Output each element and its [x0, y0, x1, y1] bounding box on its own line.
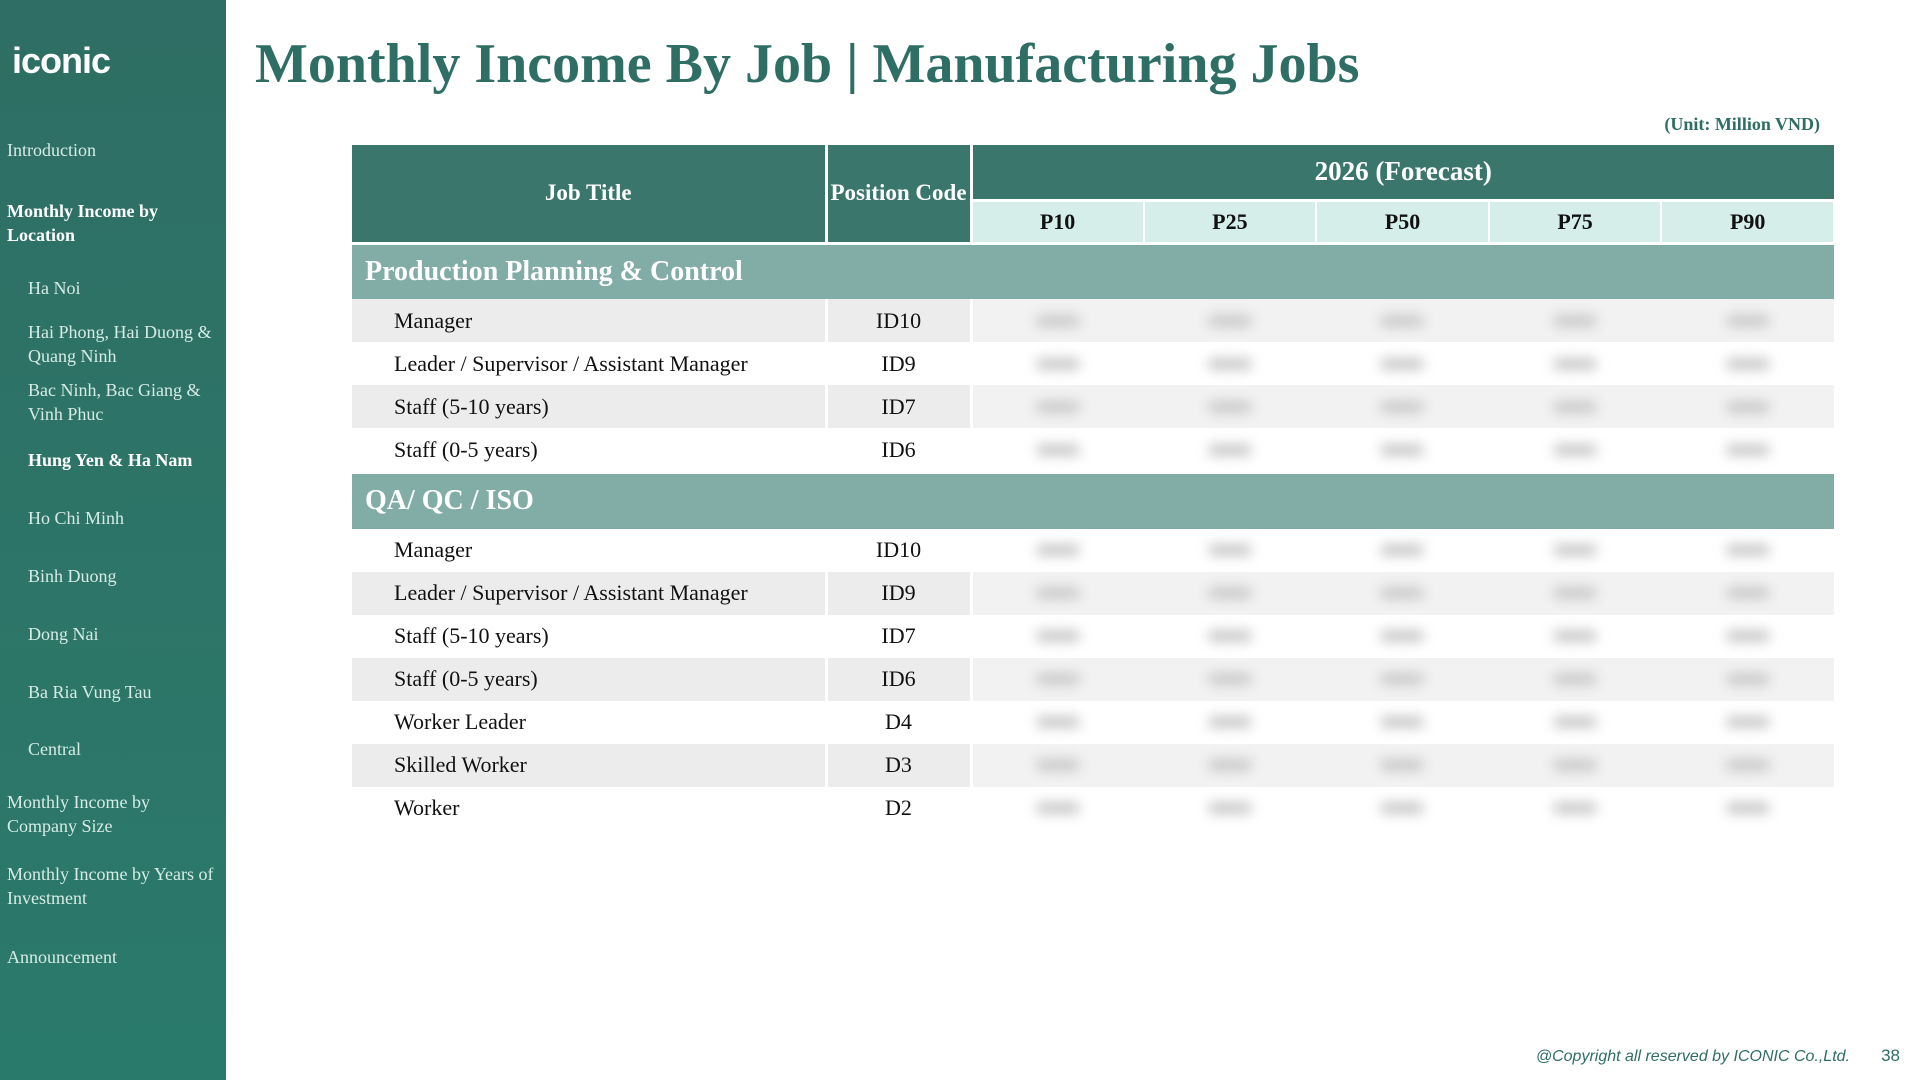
blurred-value-cell [1316, 385, 1489, 428]
redacted-value [973, 342, 1144, 385]
blurred-value-cell [971, 428, 1144, 473]
position-code-cell: ID9 [826, 342, 971, 385]
sidebar-item-ba-ria-vung-tau[interactable]: Ba Ria Vung Tau [28, 682, 152, 702]
blurred-value-cell [1489, 701, 1662, 744]
redacted-value [1316, 572, 1489, 615]
redacted-value [1661, 428, 1834, 471]
table-row [352, 787, 1834, 830]
redacted-value [1144, 428, 1317, 471]
redacted-value [973, 529, 1144, 572]
redacted-value [1489, 572, 1662, 615]
redacted-value [973, 572, 1144, 615]
position-code-cell: D4 [826, 701, 971, 744]
blurred-value-cell [1489, 529, 1662, 572]
sidebar [0, 0, 226, 1080]
blurred-value-cell [971, 572, 1144, 615]
redacted-value [1144, 299, 1317, 342]
blurred-value-cell [1144, 342, 1317, 385]
header-position-code: Position Code [826, 145, 971, 243]
redacted-value [1144, 385, 1317, 428]
redacted-value [973, 658, 1144, 701]
position-code-cell: ID7 [826, 385, 971, 428]
blurred-value-cell [971, 787, 1144, 830]
blurred-value-cell [1661, 529, 1834, 572]
sidebar-item-years-of-investment[interactable]: Monthly Income by Years of Investment [7, 864, 214, 908]
redacted-value [1489, 529, 1662, 572]
blurred-value-cell [1144, 529, 1317, 572]
redacted-value [1489, 615, 1662, 658]
blurred-value-cell [1489, 744, 1662, 787]
sidebar-item-hai-phong[interactable]: Hai Phong, Hai Duong & Quang Ninh [28, 322, 212, 366]
job-title-cell: Worker Leader [352, 701, 826, 744]
position-code-cell: D2 [826, 787, 971, 830]
blurred-value-cell [1661, 615, 1834, 658]
redacted-value [1316, 529, 1489, 572]
blurred-value-cell [1144, 658, 1317, 701]
job-title-cell: Skilled Worker [352, 744, 826, 787]
blurred-value-cell [1316, 428, 1489, 473]
sidebar-item-introduction[interactable]: Introduction [7, 140, 96, 160]
blurred-value-cell [1144, 572, 1317, 615]
redacted-value [973, 299, 1144, 342]
redacted-value [1489, 428, 1662, 471]
redacted-value [1144, 701, 1317, 744]
blurred-value-cell [1316, 299, 1489, 342]
job-title-cell: Staff (0-5 years) [352, 428, 826, 473]
blurred-value-cell [971, 385, 1144, 428]
position-code-cell: ID6 [826, 428, 971, 473]
redacted-value [1144, 787, 1317, 830]
sidebar-item-central[interactable]: Central [28, 739, 81, 759]
section-title: Production Planning & Control [352, 243, 1834, 299]
redacted-value [1144, 529, 1317, 572]
blurred-value-cell [1661, 572, 1834, 615]
blurred-value-cell [1316, 744, 1489, 787]
blurred-value-cell [1489, 658, 1662, 701]
blurred-value-cell [1661, 342, 1834, 385]
blurred-value-cell [1489, 615, 1662, 658]
job-title-cell: Worker [352, 787, 826, 830]
redacted-value [1316, 658, 1489, 701]
redacted-value [1661, 787, 1834, 830]
position-code-cell: ID10 [826, 299, 971, 342]
job-title-cell: Staff (5-10 years) [352, 385, 826, 428]
redacted-value [1316, 787, 1489, 830]
redacted-value [1489, 385, 1662, 428]
redacted-value [973, 428, 1144, 471]
sidebar-item-monthly-income-by-location[interactable]: Monthly Income by Location [7, 201, 159, 245]
position-code-cell: D3 [826, 744, 971, 787]
iconic-logo[interactable]: iconic [12, 40, 111, 81]
sidebar-item-ho-chi-minh[interactable]: Ho Chi Minh [28, 508, 125, 528]
income-table [352, 145, 1835, 830]
blurred-value-cell [1489, 428, 1662, 473]
page-number: 38 [1881, 1046, 1900, 1065]
page-title: Monthly Income By Job | Manufacturing Jobs [255, 33, 1360, 95]
job-title-cell: Leader / Supervisor / Assistant Manager [352, 342, 826, 385]
position-code-cell: ID6 [826, 658, 971, 701]
blurred-value-cell [1316, 701, 1489, 744]
header-p10: P10 [971, 200, 1144, 243]
blurred-value-cell [1316, 658, 1489, 701]
section-row [352, 243, 1834, 299]
redacted-value [1144, 744, 1317, 787]
copyright: @Copyright all reserved by ICONIC Co.,Ltd. [1535, 1048, 1850, 1065]
header-job-title: Job Title [352, 145, 826, 243]
table-row [352, 744, 1834, 787]
blurred-value-cell [1489, 572, 1662, 615]
header-p75: P75 [1489, 200, 1662, 243]
redacted-value [1316, 744, 1489, 787]
blurred-value-cell [1144, 428, 1317, 473]
section-row [352, 473, 1834, 529]
redacted-value [1661, 342, 1834, 385]
blurred-value-cell [971, 342, 1144, 385]
blurred-value-cell [1661, 701, 1834, 744]
blurred-value-cell [1316, 615, 1489, 658]
job-title-cell: Staff (0-5 years) [352, 658, 826, 701]
blurred-value-cell [1661, 658, 1834, 701]
table-row [352, 615, 1834, 658]
job-title-cell: Leader / Supervisor / Assistant Manager [352, 572, 826, 615]
header-p90: P90 [1661, 200, 1834, 243]
blurred-value-cell [1661, 299, 1834, 342]
blurred-value-cell [1489, 342, 1662, 385]
blurred-value-cell [1316, 342, 1489, 385]
redacted-value [973, 385, 1144, 428]
blurred-value-cell [971, 615, 1144, 658]
table-row [352, 428, 1834, 473]
redacted-value [1661, 658, 1834, 701]
redacted-value [1144, 615, 1317, 658]
blurred-value-cell [1489, 385, 1662, 428]
blurred-value-cell [1661, 787, 1834, 830]
blurred-value-cell [1144, 615, 1317, 658]
redacted-value [1489, 342, 1662, 385]
blurred-value-cell [971, 658, 1144, 701]
redacted-value [1316, 385, 1489, 428]
redacted-value [1661, 615, 1834, 658]
redacted-value [1661, 385, 1834, 428]
blurred-value-cell [1661, 385, 1834, 428]
redacted-value [973, 615, 1144, 658]
table-row [352, 701, 1834, 744]
redacted-value [1489, 299, 1662, 342]
blurred-value-cell [1144, 299, 1317, 342]
blurred-value-cell [1316, 787, 1489, 830]
blurred-value-cell [1489, 787, 1662, 830]
position-code-cell: ID7 [826, 615, 971, 658]
redacted-value [1489, 658, 1662, 701]
blurred-value-cell [971, 529, 1144, 572]
redacted-value [1144, 342, 1317, 385]
redacted-value [1316, 342, 1489, 385]
table-row [352, 342, 1834, 385]
redacted-value [1316, 428, 1489, 471]
blurred-value-cell [1316, 572, 1489, 615]
section-title: QA/ QC / ISO [352, 473, 1834, 529]
blurred-value-cell [1661, 428, 1834, 473]
sidebar-item-dong-nai[interactable]: Dong Nai [28, 624, 99, 644]
blurred-value-cell [971, 744, 1144, 787]
blurred-value-cell [971, 701, 1144, 744]
redacted-value [1144, 572, 1317, 615]
blurred-value-cell [1489, 299, 1662, 342]
redacted-value [973, 744, 1144, 787]
redacted-value [1316, 299, 1489, 342]
unit-label: (Unit: Million VND) [1664, 114, 1820, 134]
job-title-cell: Manager [352, 299, 826, 342]
sidebar-item-hung-yen[interactable]: Hung Yen & Ha Nam [28, 450, 193, 470]
sidebar-item-binh-duong[interactable]: Binh Duong [28, 566, 117, 586]
job-title-cell: Manager [352, 529, 826, 572]
blurred-value-cell [1144, 701, 1317, 744]
position-code-cell: ID9 [826, 572, 971, 615]
redacted-value [1489, 744, 1662, 787]
redacted-value [1661, 701, 1834, 744]
blurred-value-cell [1144, 744, 1317, 787]
redacted-value [1661, 572, 1834, 615]
blurred-value-cell [1144, 385, 1317, 428]
blurred-value-cell [971, 299, 1144, 342]
table-row [352, 299, 1834, 342]
redacted-value [973, 787, 1144, 830]
table-row [352, 529, 1834, 572]
table-row [352, 572, 1834, 615]
blurred-value-cell [1316, 529, 1489, 572]
sidebar-item-company-size[interactable]: Monthly Income by Company Size [7, 792, 150, 836]
sidebar-item-ha-noi[interactable]: Ha Noi [28, 278, 81, 298]
redacted-value [1661, 529, 1834, 572]
redacted-value [973, 701, 1144, 744]
sidebar-item-announcement[interactable]: Announcement [7, 947, 117, 967]
sidebar-item-bac-ninh[interactable]: Bac Ninh, Bac Giang & Vinh Phuc [28, 380, 201, 424]
blurred-value-cell [1661, 744, 1834, 787]
job-title-cell: Staff (5-10 years) [352, 615, 826, 658]
redacted-value [1316, 615, 1489, 658]
header-p50: P50 [1316, 200, 1489, 243]
redacted-value [1316, 701, 1489, 744]
table-row [352, 658, 1834, 701]
header-forecast: 2026 (Forecast) [971, 145, 1834, 200]
redacted-value [1489, 701, 1662, 744]
redacted-value [1661, 744, 1834, 787]
blurred-value-cell [1144, 787, 1317, 830]
header-p25: P25 [1144, 200, 1317, 243]
position-code-cell: ID10 [826, 529, 971, 572]
table-row [352, 385, 1834, 428]
redacted-value [1661, 299, 1834, 342]
redacted-value [1144, 658, 1317, 701]
redacted-value [1489, 787, 1662, 830]
